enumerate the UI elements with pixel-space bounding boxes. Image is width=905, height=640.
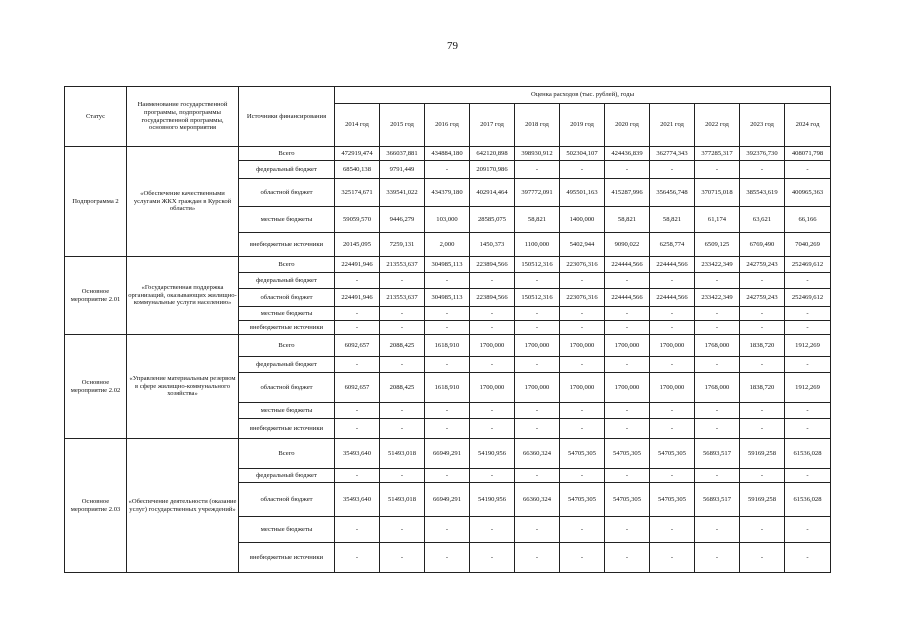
value-cell: - — [605, 307, 650, 321]
funding-source-cell: областной бюджет — [239, 179, 335, 207]
value-cell: 1838,720 — [740, 373, 785, 403]
value-cell: 377285,317 — [695, 147, 740, 161]
value-cell: 252469,612 — [785, 289, 831, 307]
funding-source-cell: Всего — [239, 335, 335, 357]
table-row — [65, 147, 831, 161]
value-cell: - — [695, 161, 740, 179]
value-cell: - — [560, 273, 605, 289]
value-cell: 54705,305 — [650, 439, 695, 469]
value-cell: 304985,113 — [425, 257, 470, 273]
funding-source-cell: федеральный бюджет — [239, 357, 335, 373]
value-cell: - — [740, 321, 785, 335]
value-cell: 6092,657 — [335, 335, 380, 357]
header-year: 2016 год — [425, 104, 470, 147]
value-cell: 54705,305 — [605, 483, 650, 517]
value-cell: - — [470, 543, 515, 573]
header-year: 2015 год — [380, 104, 425, 147]
value-cell: 1912,269 — [785, 335, 831, 357]
value-cell: - — [470, 419, 515, 439]
value-cell: 224444,566 — [650, 257, 695, 273]
value-cell: 59169,258 — [740, 483, 785, 517]
status-cell: Основное мероприятие 2.01 — [65, 257, 127, 335]
value-cell: - — [335, 307, 380, 321]
value-cell: 6769,490 — [740, 233, 785, 257]
program-name-cell: «Управление материальным резервом в сфере жилищно-коммунального хозяйства» — [127, 335, 239, 439]
value-cell: - — [380, 543, 425, 573]
value-cell: 1700,000 — [560, 335, 605, 357]
value-cell: - — [605, 469, 650, 483]
value-cell: 56893,517 — [695, 483, 740, 517]
value-cell: - — [425, 357, 470, 373]
value-cell: - — [650, 273, 695, 289]
value-cell: 28585,075 — [470, 207, 515, 233]
table-row — [65, 439, 831, 469]
value-cell: 2088,425 — [380, 373, 425, 403]
budget-table — [64, 86, 831, 573]
value-cell: 66360,324 — [515, 439, 560, 469]
value-cell: 402914,464 — [470, 179, 515, 207]
table-row — [65, 257, 831, 273]
value-cell: - — [605, 419, 650, 439]
value-cell: - — [380, 273, 425, 289]
value-cell: 54705,305 — [605, 439, 650, 469]
value-cell: 9791,449 — [380, 161, 425, 179]
status-cell: Основное мероприятие 2.03 — [65, 439, 127, 573]
value-cell: - — [560, 321, 605, 335]
value-cell: 339541,022 — [380, 179, 425, 207]
header-year: 2019 год — [560, 104, 605, 147]
funding-source-cell: областной бюджет — [239, 373, 335, 403]
value-cell: 224444,566 — [605, 257, 650, 273]
value-cell: 213553,637 — [380, 257, 425, 273]
value-cell: - — [605, 273, 650, 289]
value-cell: - — [515, 517, 560, 543]
header-funding-source: Источники финансирования — [239, 87, 335, 147]
header-estimate: Оценка расходов (тыс. рублей), годы — [335, 87, 831, 104]
value-cell: - — [380, 517, 425, 543]
value-cell: 6092,657 — [335, 373, 380, 403]
value-cell: - — [515, 307, 560, 321]
value-cell: - — [740, 469, 785, 483]
value-cell: - — [740, 273, 785, 289]
value-cell: - — [695, 543, 740, 573]
value-cell: - — [650, 307, 695, 321]
value-cell: 150512,316 — [515, 289, 560, 307]
header-year: 2018 год — [515, 104, 560, 147]
value-cell: 54190,956 — [470, 483, 515, 517]
value-cell: 1450,373 — [470, 233, 515, 257]
value-cell: 59169,258 — [740, 439, 785, 469]
value-cell: 472919,474 — [335, 147, 380, 161]
value-cell: 398930,912 — [515, 147, 560, 161]
value-cell: - — [335, 517, 380, 543]
value-cell: 58,821 — [515, 207, 560, 233]
value-cell: 61536,028 — [785, 439, 831, 469]
value-cell: - — [515, 403, 560, 419]
value-cell: 233422,349 — [695, 257, 740, 273]
value-cell: 54705,305 — [560, 439, 605, 469]
value-cell: 1700,000 — [650, 335, 695, 357]
value-cell: - — [785, 307, 831, 321]
value-cell: 224444,566 — [605, 289, 650, 307]
value-cell: 5402,944 — [560, 233, 605, 257]
value-cell: - — [785, 321, 831, 335]
value-cell: - — [515, 419, 560, 439]
value-cell: 7040,269 — [785, 233, 831, 257]
value-cell: - — [605, 517, 650, 543]
program-name-cell: «Обеспечение деятельности (оказание услуг) государственных учреждений» — [127, 439, 239, 573]
value-cell: - — [605, 357, 650, 373]
value-cell: 223894,566 — [470, 289, 515, 307]
value-cell: - — [560, 419, 605, 439]
value-cell: 54190,956 — [470, 439, 515, 469]
value-cell: - — [425, 517, 470, 543]
funding-source-cell: федеральный бюджет — [239, 273, 335, 289]
value-cell: 59059,570 — [335, 207, 380, 233]
value-cell: - — [785, 273, 831, 289]
value-cell: - — [425, 307, 470, 321]
value-cell: - — [650, 543, 695, 573]
funding-source-cell: местные бюджеты — [239, 207, 335, 233]
value-cell: 252469,612 — [785, 257, 831, 273]
value-cell: 1768,000 — [695, 373, 740, 403]
value-cell: 242759,243 — [740, 257, 785, 273]
value-cell: - — [335, 469, 380, 483]
value-cell: - — [425, 419, 470, 439]
value-cell: 61536,028 — [785, 483, 831, 517]
value-cell: - — [560, 161, 605, 179]
funding-source-cell: Всего — [239, 147, 335, 161]
value-cell: - — [740, 161, 785, 179]
value-cell: 51493,018 — [380, 483, 425, 517]
header-year: 2022 год — [695, 104, 740, 147]
value-cell: - — [560, 543, 605, 573]
header-year: 2014 год — [335, 104, 380, 147]
value-cell: 1100,000 — [515, 233, 560, 257]
value-cell: - — [380, 419, 425, 439]
value-cell: - — [380, 321, 425, 335]
value-cell: 1700,000 — [560, 373, 605, 403]
value-cell: - — [425, 469, 470, 483]
page-number: 79 — [447, 40, 458, 52]
value-cell: - — [695, 517, 740, 543]
value-cell: 35493,640 — [335, 483, 380, 517]
value-cell: - — [515, 273, 560, 289]
value-cell: 1700,000 — [650, 373, 695, 403]
value-cell: 362774,343 — [650, 147, 695, 161]
value-cell: 1768,000 — [695, 335, 740, 357]
value-cell: 415287,996 — [605, 179, 650, 207]
funding-source-cell: местные бюджеты — [239, 307, 335, 321]
value-cell: 6509,125 — [695, 233, 740, 257]
value-cell: - — [560, 357, 605, 373]
value-cell: - — [605, 321, 650, 335]
funding-source-cell: внебюджетные источники — [239, 543, 335, 573]
value-cell: - — [740, 419, 785, 439]
status-cell: Основное мероприятие 2.02 — [65, 335, 127, 439]
value-cell: 325174,671 — [335, 179, 380, 207]
value-cell: - — [335, 357, 380, 373]
value-cell: - — [650, 161, 695, 179]
value-cell: - — [650, 517, 695, 543]
value-cell: - — [695, 403, 740, 419]
value-cell: 103,000 — [425, 207, 470, 233]
value-cell: 7259,131 — [380, 233, 425, 257]
value-cell: 224444,566 — [650, 289, 695, 307]
value-cell: - — [515, 161, 560, 179]
header-year: 2023 год — [740, 104, 785, 147]
value-cell: 1700,000 — [515, 335, 560, 357]
funding-source-cell: внебюджетные источники — [239, 321, 335, 335]
value-cell: 2088,425 — [380, 335, 425, 357]
value-cell: 397772,091 — [515, 179, 560, 207]
value-cell: 392376,730 — [740, 147, 785, 161]
value-cell: 209170,986 — [470, 161, 515, 179]
value-cell: - — [785, 517, 831, 543]
value-cell: - — [470, 517, 515, 543]
funding-source-cell: внебюджетные источники — [239, 233, 335, 257]
value-cell: - — [695, 273, 740, 289]
value-cell: - — [560, 403, 605, 419]
value-cell: 150512,316 — [515, 257, 560, 273]
value-cell: - — [470, 321, 515, 335]
value-cell: 370715,018 — [695, 179, 740, 207]
value-cell: - — [335, 321, 380, 335]
value-cell: - — [515, 543, 560, 573]
value-cell: 61,174 — [695, 207, 740, 233]
value-cell: 385543,619 — [740, 179, 785, 207]
value-cell: - — [650, 321, 695, 335]
value-cell: 9090,022 — [605, 233, 650, 257]
value-cell: - — [695, 357, 740, 373]
value-cell: - — [515, 321, 560, 335]
value-cell: - — [560, 517, 605, 543]
value-cell: - — [740, 357, 785, 373]
value-cell: - — [335, 543, 380, 573]
value-cell: 1700,000 — [470, 373, 515, 403]
value-cell: - — [425, 273, 470, 289]
funding-source-cell: Всего — [239, 257, 335, 273]
value-cell: 9446,279 — [380, 207, 425, 233]
value-cell: 224491,946 — [335, 289, 380, 307]
value-cell: 35493,640 — [335, 439, 380, 469]
value-cell: 54705,305 — [560, 483, 605, 517]
value-cell: 68540,138 — [335, 161, 380, 179]
value-cell: - — [740, 517, 785, 543]
value-cell: 233422,349 — [695, 289, 740, 307]
value-cell: 1912,269 — [785, 373, 831, 403]
value-cell: 1700,000 — [605, 335, 650, 357]
funding-source-cell: областной бюджет — [239, 483, 335, 517]
value-cell: 434379,180 — [425, 179, 470, 207]
value-cell: 1700,000 — [605, 373, 650, 403]
value-cell: 502304,107 — [560, 147, 605, 161]
value-cell: - — [470, 403, 515, 419]
value-cell: 1618,910 — [425, 373, 470, 403]
status-cell: Подпрограмма 2 — [65, 147, 127, 257]
table-row — [65, 335, 831, 357]
value-cell: - — [785, 469, 831, 483]
value-cell: - — [560, 469, 605, 483]
value-cell: - — [695, 469, 740, 483]
value-cell: - — [425, 403, 470, 419]
value-cell: 642120,898 — [470, 147, 515, 161]
value-cell: - — [785, 357, 831, 373]
value-cell: - — [380, 307, 425, 321]
value-cell: 1700,000 — [515, 373, 560, 403]
value-cell: - — [740, 307, 785, 321]
header-year: 2021 год — [650, 104, 695, 147]
value-cell: 2,000 — [425, 233, 470, 257]
value-cell: 1700,000 — [470, 335, 515, 357]
value-cell: 66360,324 — [515, 483, 560, 517]
value-cell: 242759,243 — [740, 289, 785, 307]
funding-source-cell: Всего — [239, 439, 335, 469]
funding-source-cell: областной бюджет — [239, 289, 335, 307]
value-cell: - — [785, 543, 831, 573]
value-cell: 63,621 — [740, 207, 785, 233]
funding-source-cell: местные бюджеты — [239, 517, 335, 543]
header-year: 2020 год — [605, 104, 650, 147]
value-cell: 1838,720 — [740, 335, 785, 357]
value-cell: - — [470, 307, 515, 321]
value-cell: 400965,363 — [785, 179, 831, 207]
value-cell: 304985,113 — [425, 289, 470, 307]
value-cell: 66949,291 — [425, 483, 470, 517]
value-cell: 58,821 — [650, 207, 695, 233]
value-cell: 224491,946 — [335, 257, 380, 273]
program-name-cell: «Обеспечение качественными услугами ЖКХ граждан в Курской области» — [127, 147, 239, 257]
value-cell: 408071,798 — [785, 147, 831, 161]
value-cell: - — [785, 403, 831, 419]
funding-source-cell: федеральный бюджет — [239, 469, 335, 483]
value-cell: 223894,566 — [470, 257, 515, 273]
program-name-cell: «Государственная поддержка организаций, оказывающих жилищно-коммунальные услуги населению» — [127, 257, 239, 335]
header-status: Статус — [65, 87, 127, 147]
value-cell: 66,166 — [785, 207, 831, 233]
value-cell: 223076,316 — [560, 257, 605, 273]
value-cell: 223076,316 — [560, 289, 605, 307]
value-cell: 1618,910 — [425, 335, 470, 357]
value-cell: - — [380, 469, 425, 483]
value-cell: - — [425, 543, 470, 573]
value-cell: - — [695, 307, 740, 321]
value-cell: - — [695, 419, 740, 439]
value-cell: 66949,291 — [425, 439, 470, 469]
value-cell: 6258,774 — [650, 233, 695, 257]
value-cell: - — [470, 469, 515, 483]
value-cell: - — [425, 321, 470, 335]
value-cell: - — [425, 161, 470, 179]
value-cell: - — [785, 161, 831, 179]
value-cell: - — [605, 403, 650, 419]
value-cell: - — [605, 161, 650, 179]
value-cell: 1400,000 — [560, 207, 605, 233]
value-cell: - — [695, 321, 740, 335]
value-cell: - — [335, 419, 380, 439]
funding-source-cell: местные бюджеты — [239, 403, 335, 419]
value-cell: - — [470, 273, 515, 289]
value-cell: - — [515, 469, 560, 483]
value-cell: - — [335, 403, 380, 419]
header-program-name: Наименование государственной программы, подпрограммы государственной программы, основного мероприятия — [127, 87, 239, 147]
funding-source-cell: федеральный бюджет — [239, 161, 335, 179]
value-cell: - — [740, 543, 785, 573]
value-cell: - — [560, 307, 605, 321]
value-cell: - — [470, 357, 515, 373]
table-body — [65, 147, 831, 573]
value-cell: - — [380, 403, 425, 419]
value-cell: - — [380, 357, 425, 373]
value-cell: - — [650, 469, 695, 483]
header-year: 2024 год — [785, 104, 831, 147]
value-cell: 56893,517 — [695, 439, 740, 469]
value-cell: - — [785, 419, 831, 439]
funding-source-cell: внебюджетные источники — [239, 419, 335, 439]
value-cell: 58,821 — [605, 207, 650, 233]
value-cell: 51493,018 — [380, 439, 425, 469]
value-cell: - — [515, 357, 560, 373]
value-cell: - — [605, 543, 650, 573]
value-cell: 356456,748 — [650, 179, 695, 207]
value-cell: 54705,305 — [650, 483, 695, 517]
value-cell: - — [650, 403, 695, 419]
value-cell: 424436,839 — [605, 147, 650, 161]
value-cell: 366037,881 — [380, 147, 425, 161]
value-cell: 495501,163 — [560, 179, 605, 207]
value-cell: 213553,637 — [380, 289, 425, 307]
header-year: 2017 год — [470, 104, 515, 147]
value-cell: - — [335, 273, 380, 289]
value-cell: - — [650, 357, 695, 373]
value-cell: - — [650, 419, 695, 439]
value-cell: - — [740, 403, 785, 419]
value-cell: 20145,095 — [335, 233, 380, 257]
value-cell: 434884,180 — [425, 147, 470, 161]
